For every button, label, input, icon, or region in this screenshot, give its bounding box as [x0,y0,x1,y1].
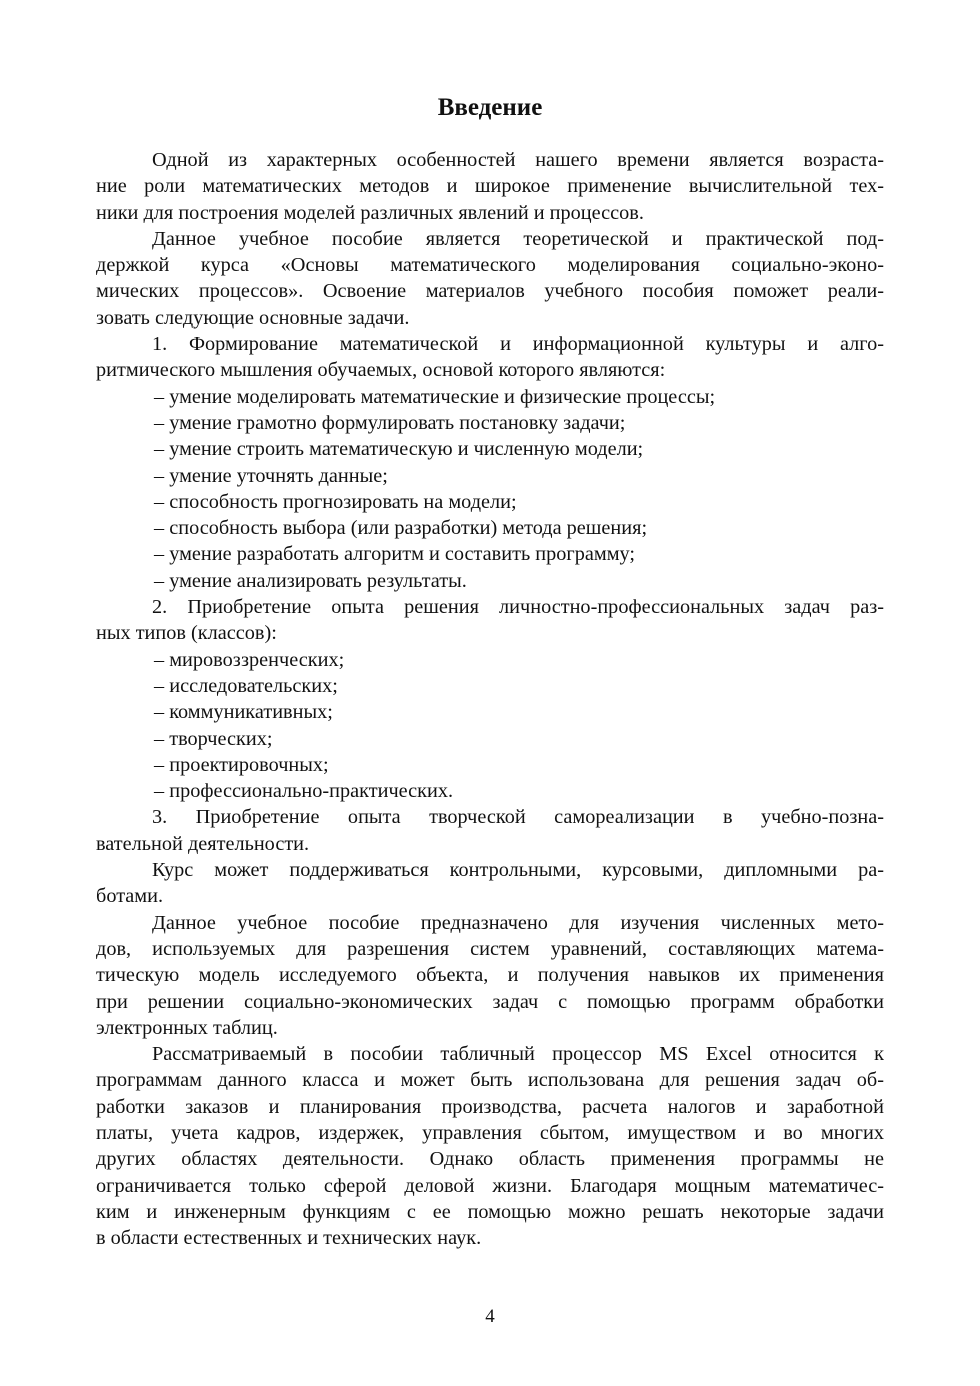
list-item: – коммуникативных; [154,701,333,724]
text-line: ритмического мышления обучаемых, основой которого являются: [96,359,666,382]
list-item: – проектировочных; [154,753,329,776]
page-heading: Введение [437,94,543,121]
list-item: – умение строить математическую и численную модели; [154,438,644,461]
text-line: ние роли математических методов и широкое применение вычислительной тех- [96,175,884,198]
list-item: – исследовательских; [154,674,338,697]
text-line: ким и инженерным функциям с ее помощью можно решать некоторые задачи [96,1200,884,1223]
text-line: мических процессов». Освоение материалов учебного пособия поможет реали- [96,280,884,303]
text-line: тическую модель исследуемого объекта, и получения навыков их применения [96,964,884,987]
list-item: – способность выбора (или разработки) метода решения; [154,517,648,540]
text-line: держкой курса «Основы математического моделирования социально-эконо- [96,254,884,277]
list-item: – профессионально-практических. [154,780,454,803]
list-item: – умение моделировать математические и физические процессы; [154,385,716,408]
text-line: других областях деятельности. Однако область применения программы не [96,1148,884,1171]
list-item: – творческих; [154,727,273,750]
body-text [96,147,884,1251]
list-item: – умение уточнять данные; [154,464,388,487]
page-number: 4 [485,1306,495,1327]
list-item: – умение грамотно формулировать постановку задачи; [154,411,626,434]
list-item: – умение анализировать результаты. [154,569,467,592]
list-item: – мировоззренческих; [154,648,345,671]
text-line: вательной деятельности. [96,832,310,855]
text-line: 2. Приобретение опыта решения личностно-профессиональных задач раз- [152,596,884,619]
text-line: в области естественных и технических наук. [96,1227,482,1250]
text-line: ники для построения моделей различных явлений и процессов. [96,201,644,224]
text-line: программам данного класса и может быть использована для решения задач об- [96,1069,884,1092]
text-line: ограничивается только сферой деловой жизни. Благодаря мощным математичес- [96,1174,884,1197]
text-line: ботами. [96,885,164,908]
list-item: – способность прогнозировать на модели; [154,490,517,513]
text-line: Одной из характерных особенностей нашего времени является возраста- [152,149,884,171]
text-line: при решении социально-экономических задач с помощью программ обработки [96,990,884,1013]
text-line: 1. Формирование математической и информационной культуры и алго- [152,333,884,356]
text-line: Данное учебное пособие является теоретической и практической под- [152,227,884,250]
text-line: Рассматриваемый в пособии табличный процессор MS Excel относится к [152,1043,884,1066]
text-line: зовать следующие основные задачи. [96,306,410,329]
text-line: платы, учета кадров, издержек, управления сбытом, имуществом и во многих [96,1121,884,1144]
text-line: электронных таблиц. [96,1016,278,1039]
list-item: – умение разработать алгоритм и составить программу; [154,543,636,566]
text-line: 3. Приобретение опыта творческой самореализации в учебно-позна- [152,806,884,829]
text-line: ных типов (классов): [96,622,277,645]
text-line: Курс может поддерживаться контрольными, курсовыми, дипломными ра- [152,859,884,882]
text-line: работки заказов и планирования производства, расчета налогов и заработной [96,1095,884,1118]
text-line: дов, используемых для разрешения систем уравнений, составляющих матема- [96,937,884,960]
text-line: Данное учебное пособие предназначено для изучения численных мето- [152,911,884,934]
